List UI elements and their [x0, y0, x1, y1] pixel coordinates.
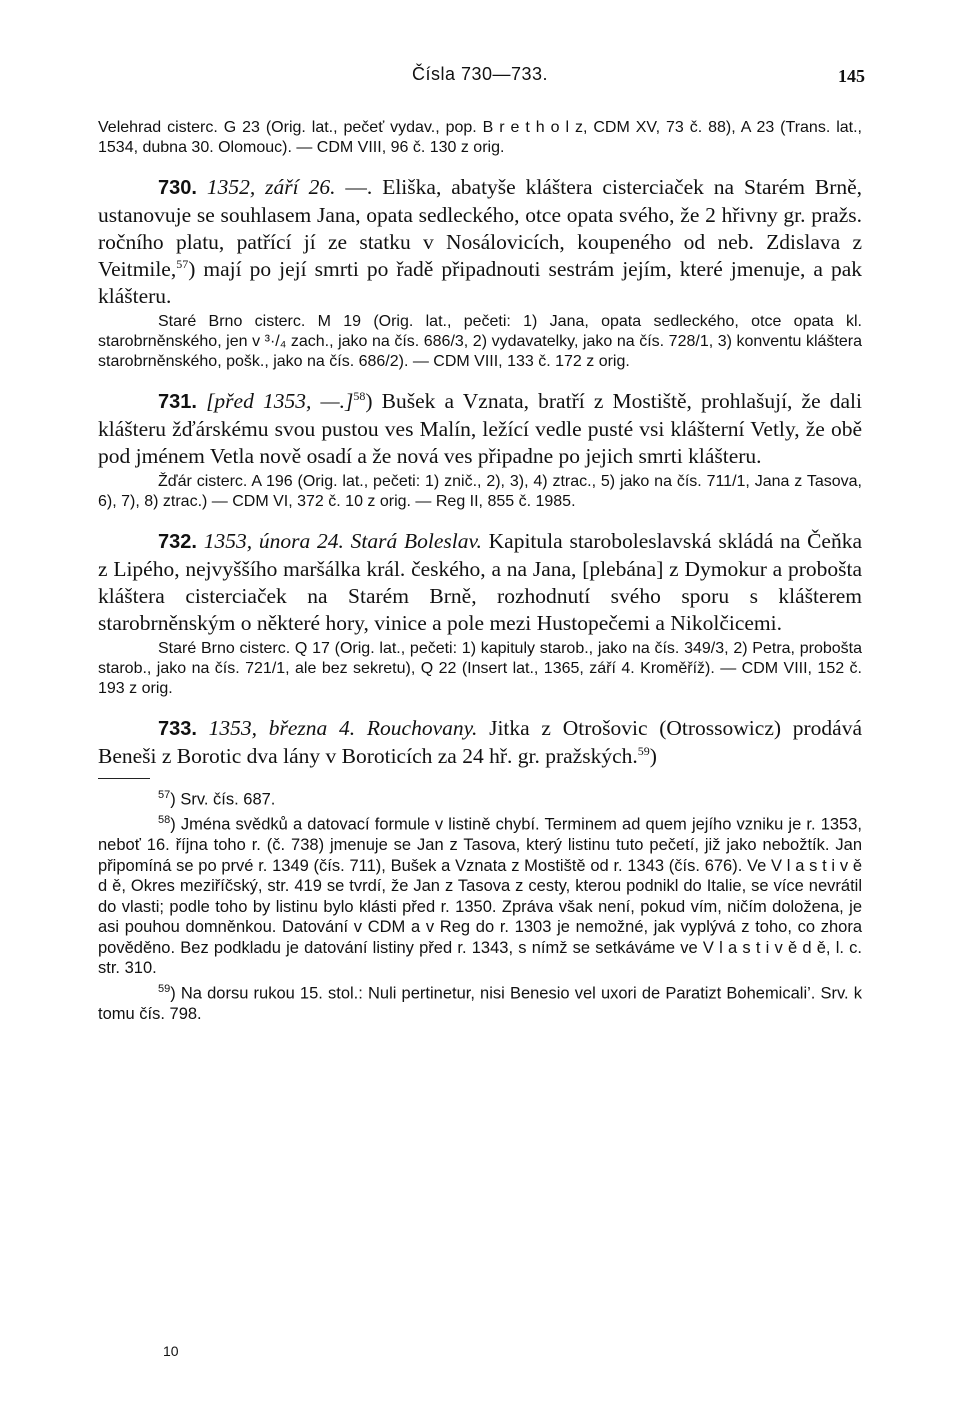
- entry-733: [98, 715, 862, 770]
- entry-place: Stará Boleslav.: [350, 529, 482, 553]
- footnote-text: ) Srv. čís. 687.: [170, 790, 276, 809]
- footnote-text: ) Na dorsu rukou 15. stol.: Nuli pertinetur, nisi Benesio vel uxori de Paratizt Bohemicali’. Srv. k tomu čís. 798.: [98, 984, 862, 1023]
- footnote-label: 59: [158, 982, 171, 995]
- entry-date: 1352, září 26.: [206, 175, 336, 199]
- intro-source-note: Velehrad cisterc. G 23 (Orig. lat., pečeť vydav., pop. B r e t h o l z, CDM XV, 73 č. 88), A 23 (Trans. lat., 1534, dubna 30. Olomouc). — CDM VIII, 96 č. 130 z orig.: [98, 119, 862, 156]
- footnote-58: [98, 810, 862, 979]
- entry-place: —.: [345, 175, 373, 199]
- entry-place: Rouchovany.: [366, 716, 478, 740]
- entry-number: 733.: [158, 718, 197, 740]
- entry-date: [před 1353, —.]: [206, 389, 354, 413]
- footnote-ref: 59: [637, 743, 650, 758]
- header-title: Čísla 730—733.: [411, 64, 549, 84]
- main-content: [98, 118, 862, 1024]
- footnote-57: [98, 785, 862, 810]
- entry-date: 1353, února 24.: [203, 529, 344, 553]
- footnote-divider: [98, 778, 150, 779]
- entry-body: ) Bušek a Vznata, bratří z Mostiště, prohlašují, že dali klášteru žďárskému svou pustou ves Malín, ležící vedle pusté vsi klášterní Vetly, že obě pod jménem Vetla nově osadí a že nová ves připadne po jejich smrti klášteru.: [98, 389, 862, 468]
- entry-731: [98, 388, 862, 512]
- entry-text: [98, 388, 862, 470]
- entry-730: [98, 174, 862, 372]
- entry-body-cont: ) mají po její smrti po řadě připadnouti sestrám jejím, které jmenuje, a pak klášteru.: [98, 257, 862, 308]
- running-header: [95, 64, 865, 90]
- entry-source: Žďár cisterc. A 196 (Orig. lat., pečeti: 1) znič., 2), 3), 4) ztrac., 5) jako na čís. 711/1, Jana z Tasova, 6), 7), 8) ztrac.) — CDM VI, 372 č. 10 z orig. — Reg II, 855 č. 1985.: [98, 473, 862, 510]
- footnote-text: ) Jména svědků a datovací formule v listině chybí. Terminem ad quem jejího vzniku je r. 1353, neboť 16. října toho r. (č. 738) jmenuje se Jan z Tasova, který listinu tuto pečetí, již jako nebožtík. Jan připomíná se po prvé r. 1349 (čís. 711), Bušek a Vznata z Mostiště od r. 1343 (čís. 676). Ve V l a s t i v ě d ě, Okres meziříčský, str. 419 se tvrdí, že Jan z Tasova z cesty, kterou podnikl do Italie, se více nevrátil do vlasti; podle toho by listinu bylo klásti před r. 1350. Zpráva však není, pokud vím, ničím doložena, je asi pouhou domněnkou. Datování v CDM a v Reg do r. 1303 je nemožné, jak vyplývá z toho, co zhora pověděno. Bez podkladu je datování listiny před r. 1343, s nímž se setkáváme ve V l a s t i v ě d ě, l. c. str. 310.: [98, 815, 862, 977]
- entry-text: [98, 715, 862, 770]
- entry-body: Jitka z Otrošovic (Otrossowicz) prodává Beneši z Borotic dva lány v Boroticích za 24 hř. gr. pražských.: [98, 716, 863, 768]
- entry-body: Kapitula staroboleslavská skládá na Čeňka z Lipého, nejvyššího maršálka král. českého, a na Jana, [plebána] z Dymokur a probošta kláštera cisterciaček na Starém Brně, rozhodnutí svého sporu s klášterem starobrněnským o některé hory, vinice a pole mezi Hustopečemi a Nikolčicemi.: [98, 529, 863, 635]
- entry-body: Eliška, abatyše kláštera cisterciaček na Starém Brně, ustanovuje se souhlasem Jana, opata sedleckého, otce opata svého, že 2 hřivny gr. pražs. ročního platu, patřící jí ze statku v Nosálovicích, koupeného od neb. Zdislava z Veitmile,: [98, 175, 863, 281]
- footnote-ref: 58: [353, 388, 366, 403]
- entry-732: [98, 528, 862, 699]
- entry-body-cont: ): [649, 744, 657, 768]
- footnote-59: [98, 979, 862, 1025]
- footnote-label: 58: [158, 814, 171, 826]
- entry-source: Staré Brno cisterc. Q 17 (Orig. lat., pečeti: 1) kapituly starob., jako na čís. 349/3, 2) Petra, probošta starob., jako na čís. 721/1, ale bez sekretu), Q 22 (Insert lat., 1365, září 4. Kroměříž). — CDM VIII, 152 č. 193 z orig.: [98, 640, 862, 697]
- sheet-signature-mark: 10: [163, 1343, 179, 1359]
- entry-source: Staré Brno cisterc. M 19 (Orig. lat., pečeti: 1) Jana, opata sedleckého, otce opata kl. starobrněnského, jen v ³·/₄ zach., jako na čís. 686/3, 2) vydavatelky, jako na čís. 728/1, 3) konventu kláštera starobrněnského, pošk., jako na čís. 686/2). — CDM VIII, 133 č. 172 z orig.: [98, 313, 862, 370]
- entry-text: [98, 528, 862, 637]
- footnote-label: 57: [158, 789, 171, 801]
- page-number: 145: [838, 66, 865, 86]
- entry-number: 732.: [158, 531, 197, 553]
- entry-number: 731.: [158, 391, 197, 413]
- footnote-ref: 57: [176, 256, 189, 271]
- entry-number: 730.: [158, 177, 197, 199]
- entry-text: [98, 174, 862, 310]
- entry-date: 1353, března 4.: [208, 716, 356, 740]
